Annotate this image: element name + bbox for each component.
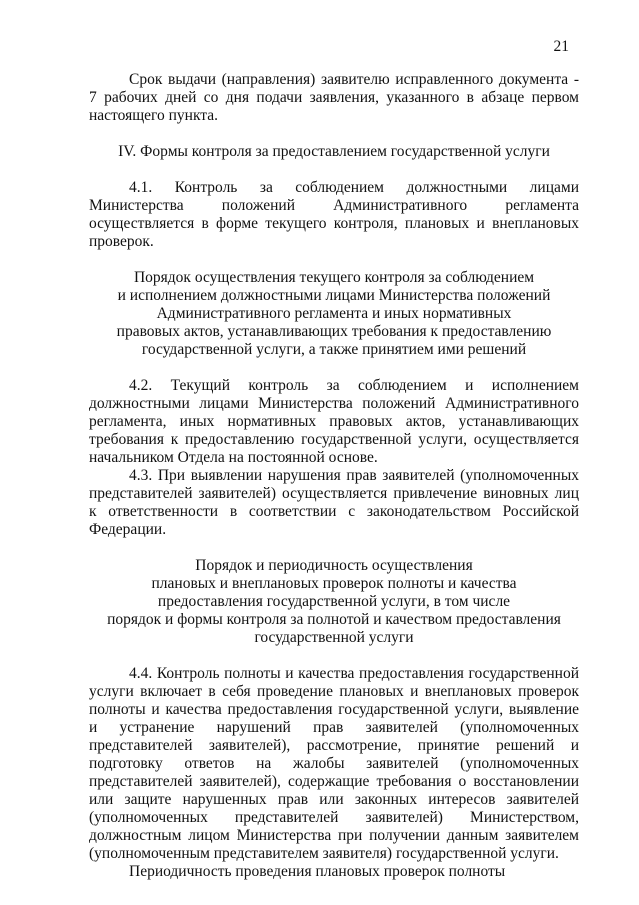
subheading-line: государственной услуги, а также принятием ими решений xyxy=(141,341,527,358)
subheading-line: предоставления государственной услуги, в том числе xyxy=(157,593,511,610)
subheading-current-control xyxy=(89,269,579,359)
subheading-inspections xyxy=(89,557,579,647)
paragraph-correction-deadline: Срок выдачи (направления) заявителю исправленного документа - 7 рабочих дней со дня подачи заявления, указанного в абзаце первом настоящего пункта. xyxy=(89,71,579,124)
subheading-line: Административного регламента и иных нормативных xyxy=(156,305,512,322)
paragraph-4-4: 4.4. Контроль полноты и качества предоставления государственной услуги включает в себя проведение плановых и внеплановых проверок полноты и качества предоставления государственной услуги, выявление и устранение нарушений прав заявителей (уполномоченных представителей заявителей), рассмотрение, принятие решений и подготовку ответов на жалобы заявителей (уполномоченных представителей заявителей), содержащие требования о восстановлении или защите нарушенных прав или законных интересов заявителей (уполномоченных представителей заявителей) Министерством, должностным лицом Министерства при получении данным заявителем (уполномоченным представителем заявителя) государственной услуги. xyxy=(89,665,579,862)
subheading-line: Порядок осуществления текущего контроля за соблюдением xyxy=(133,269,535,286)
subheading-line: государственной услуги xyxy=(254,629,414,646)
document-body xyxy=(89,71,579,881)
paragraph-4-3: 4.3. При выявлении нарушения прав заявителей (уполномоченных представителей заявителей) осуществляется привлечение виновных лиц к ответственности в соответствии с законодательством Российской Федерации. xyxy=(89,467,579,538)
paragraph-periodicity: Периодичность проведения плановых проверок полноты xyxy=(129,863,506,880)
subheading-line: и исполнением должностными лицами Министерства положений xyxy=(117,287,551,304)
paragraph-4-2: 4.2. Текущий контроль за соблюдением и исполнением должностными лицами Министерства положений Административного регламента, иных нормативных правовых актов, устанавливающих требования к предоставлению государственной услуги, осуществляется начальником Отдела на постоянной основе. xyxy=(89,377,579,466)
subheading-line: порядок и формы контроля за полнотой и качеством предоставления xyxy=(107,611,561,628)
subheading-line: правовых актов, устанавливающих требования к предоставлению xyxy=(116,323,552,340)
section-heading-iv: IV. Формы контроля за предоставлением государственной услуги xyxy=(118,143,550,160)
subheading-line: плановых и внеплановых проверок полноты и качества xyxy=(151,575,517,592)
page-number: 21 xyxy=(553,38,569,55)
subheading-line: Порядок и периодичность осуществления xyxy=(195,557,473,574)
paragraph-4-1: 4.1. Контроль за соблюдением должностными лицами Министерства положений Административного регламента осуществляется в форме текущего контроля, плановых и внеплановых проверок. xyxy=(89,179,579,250)
